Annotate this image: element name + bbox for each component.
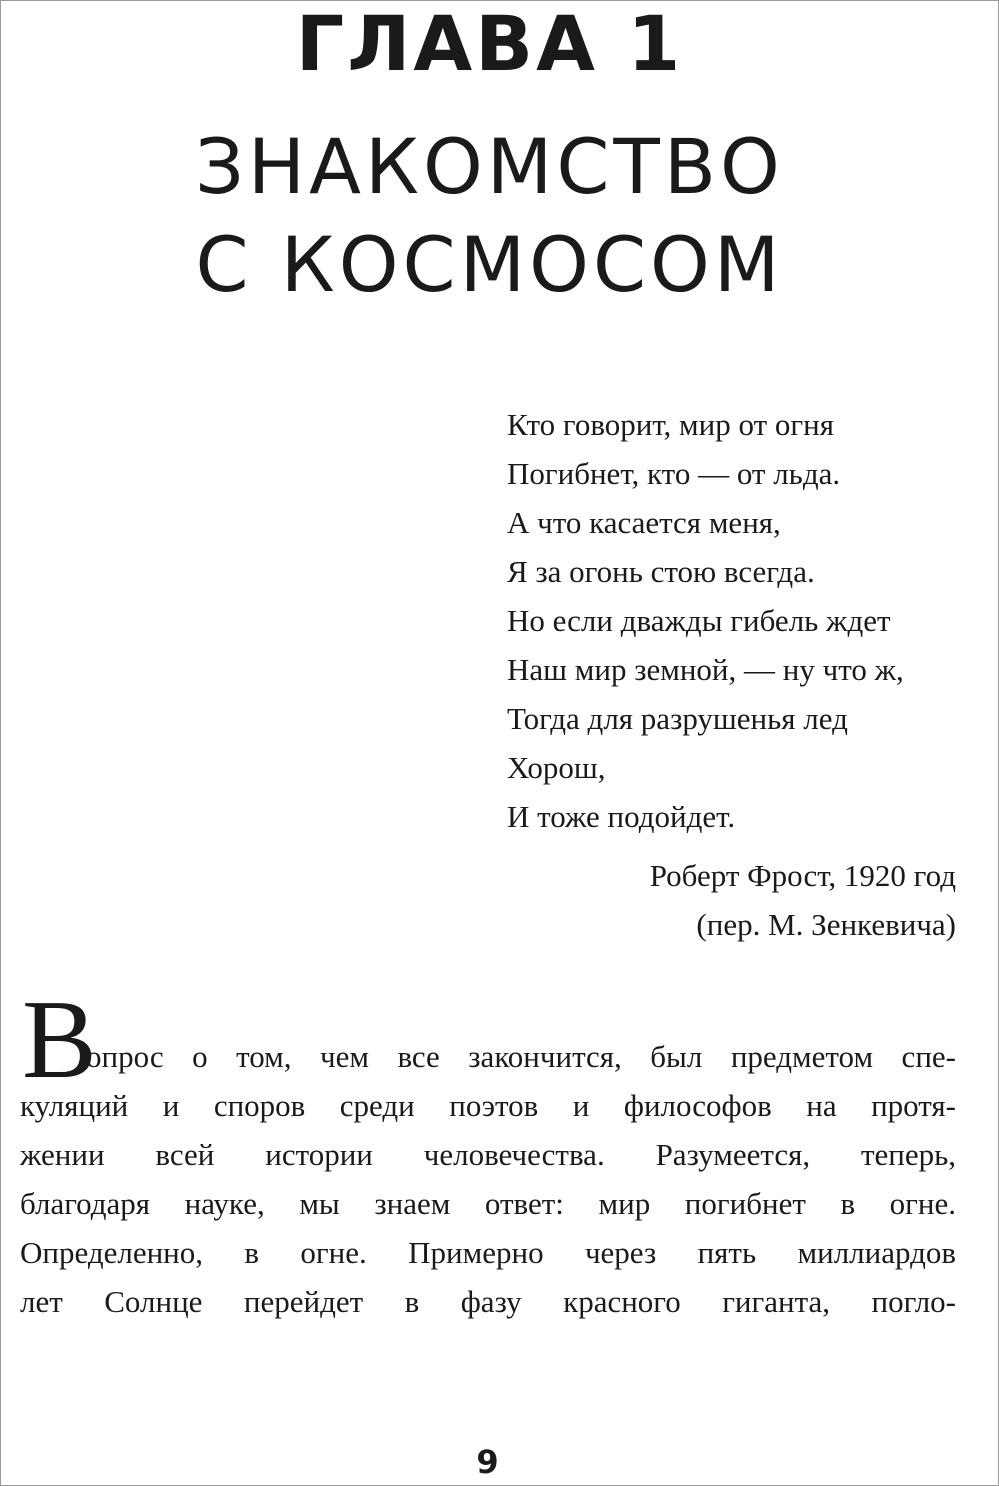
body-line: лет Солнце перейдет в фазу красного гиганта, погло- (20, 1284, 956, 1319)
body-line: жении всей истории человечества. Разумеется, теперь, (20, 1137, 956, 1172)
epigraph-line: Кто говорит, мир от огня (507, 407, 834, 442)
epigraph-line: Наш мир земной, — ну что ж, (507, 652, 904, 687)
epigraph-line: Хорош, (507, 750, 606, 785)
body-line: куляций и споров среди поэтов и философов на протя- (20, 1088, 956, 1123)
epigraph-line: Я за огонь стою всегда. (507, 554, 815, 589)
epigraph-line: А что касается меня, (507, 505, 781, 540)
drop-cap: В (22, 978, 97, 1102)
body-text (20, 978, 956, 1326)
body-line: благодаря науке, мы знаем ответ: мир погибнет в огне. (20, 1186, 956, 1221)
body-line: Определенно, в огне. Примерно через пять миллиардов (20, 1235, 956, 1270)
epigraph-translator: (пер. М. Зенкевича) (696, 907, 956, 942)
epigraph (507, 400, 977, 841)
epigraph-line: И тоже подойдет. (507, 799, 736, 834)
chapter-label: ГЛАВА 1 (295, 0, 684, 88)
epigraph-author: Роберт Фрост, 1920 год (649, 858, 956, 893)
epigraph-line: Но если дважды гибель ждет (507, 603, 891, 638)
epigraph-line: Погибнет, кто — от льда. (507, 456, 841, 491)
chapter-title-line: С КОСМОСОМ (195, 220, 784, 309)
body-line: опрос о том, чем все закончится, был предметом спе- (86, 1039, 956, 1074)
chapter-title-line: ЗНАКОМСТВО (195, 122, 784, 211)
chapter-title (0, 118, 979, 314)
page-number: 9 (476, 1443, 499, 1481)
epigraph-line: Тогда для разрушенья лед (507, 701, 848, 736)
